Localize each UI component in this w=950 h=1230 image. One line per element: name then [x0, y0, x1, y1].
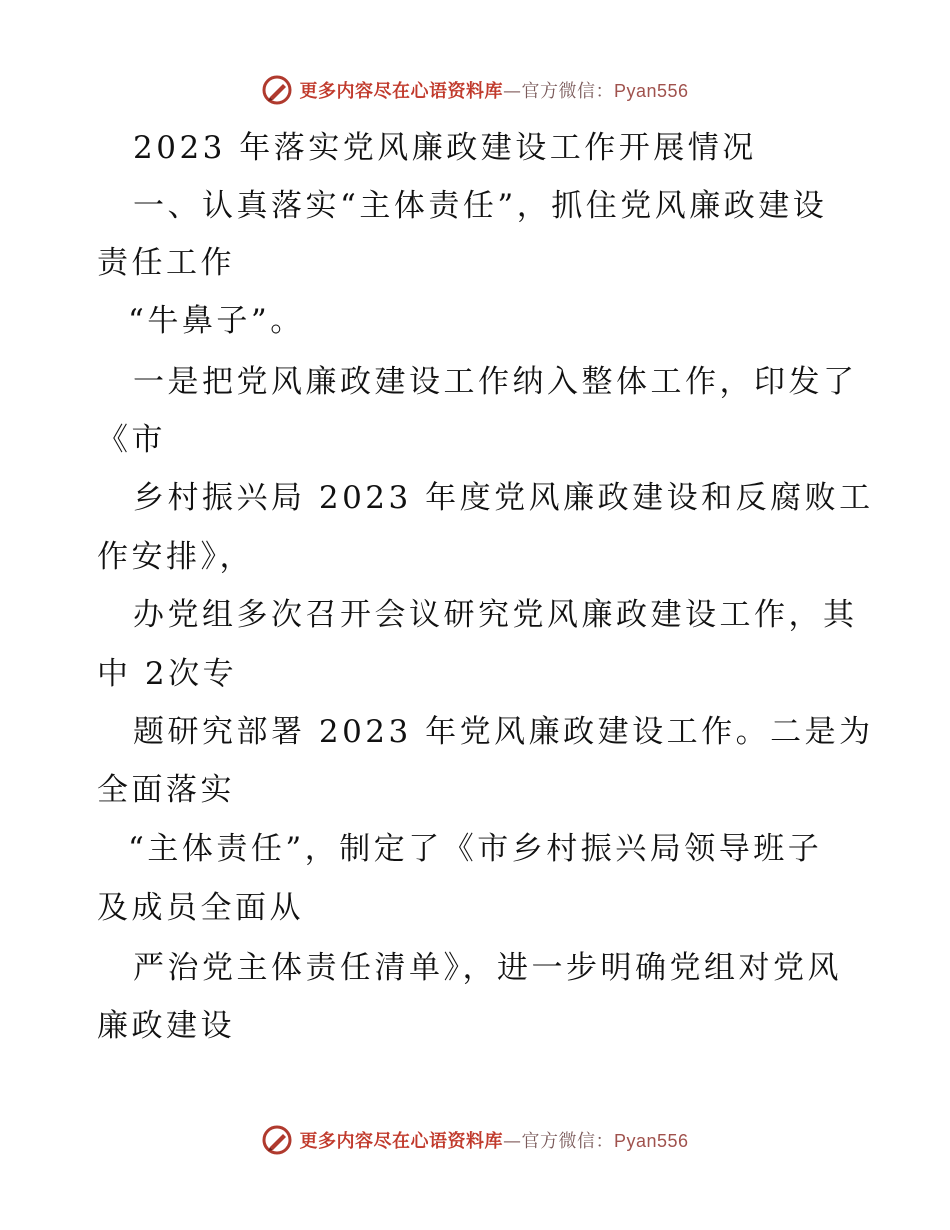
text-line: 办党组多次召开会议研究党风廉政建设工作，其	[133, 597, 858, 633]
text-line: 严治党主体责任清单》，进一步明确党组对党风	[133, 950, 842, 986]
text-line: “主体责任”，制定了《市乡村振兴局领导班子	[128, 831, 823, 867]
footer-banner-text	[299, 1127, 688, 1153]
text-line: 中 2次专	[97, 656, 238, 692]
text-line: 乡村振兴局 2023 年度党风廉政建设和反腐败工	[133, 480, 874, 516]
document-title: 2023 年落实党风廉政建设工作开展情况	[133, 130, 757, 166]
footer-banner	[0, 1120, 950, 1160]
header-banner-separator: —	[502, 81, 522, 102]
footer-banner-separator: —	[502, 1131, 522, 1152]
footer-wechat-label: 官方微信：	[521, 1131, 614, 1152]
text-line: “牛鼻子”。	[128, 303, 305, 339]
text-line: 《市	[97, 422, 166, 458]
text-line: 全面落实	[97, 772, 235, 808]
footer-wechat-id: Pyan556	[613, 1131, 689, 1151]
header-wechat-id: Pyan556	[613, 81, 689, 101]
header-banner-main: 更多内容尽在心语资料库	[299, 81, 503, 102]
footer-banner-main: 更多内容尽在心语资料库	[299, 1131, 503, 1152]
header-wechat-label: 官方微信：	[521, 81, 614, 102]
pen-logo-icon	[261, 1124, 293, 1156]
text-line: 题研究部署 2023 年党风廉政建设工作。二是为	[133, 714, 874, 750]
text-line: 责任工作	[97, 245, 235, 281]
text-line: 廉政建设	[97, 1008, 235, 1044]
text-line: 一是把党风廉政建设工作纳入整体工作，印发了	[133, 364, 858, 400]
section-heading: 一、认真落实“主体责任”，抓住党风廉政建设	[133, 188, 828, 224]
text-line: 及成员全面从	[97, 890, 304, 926]
text-line: 作安排》，	[97, 539, 254, 575]
